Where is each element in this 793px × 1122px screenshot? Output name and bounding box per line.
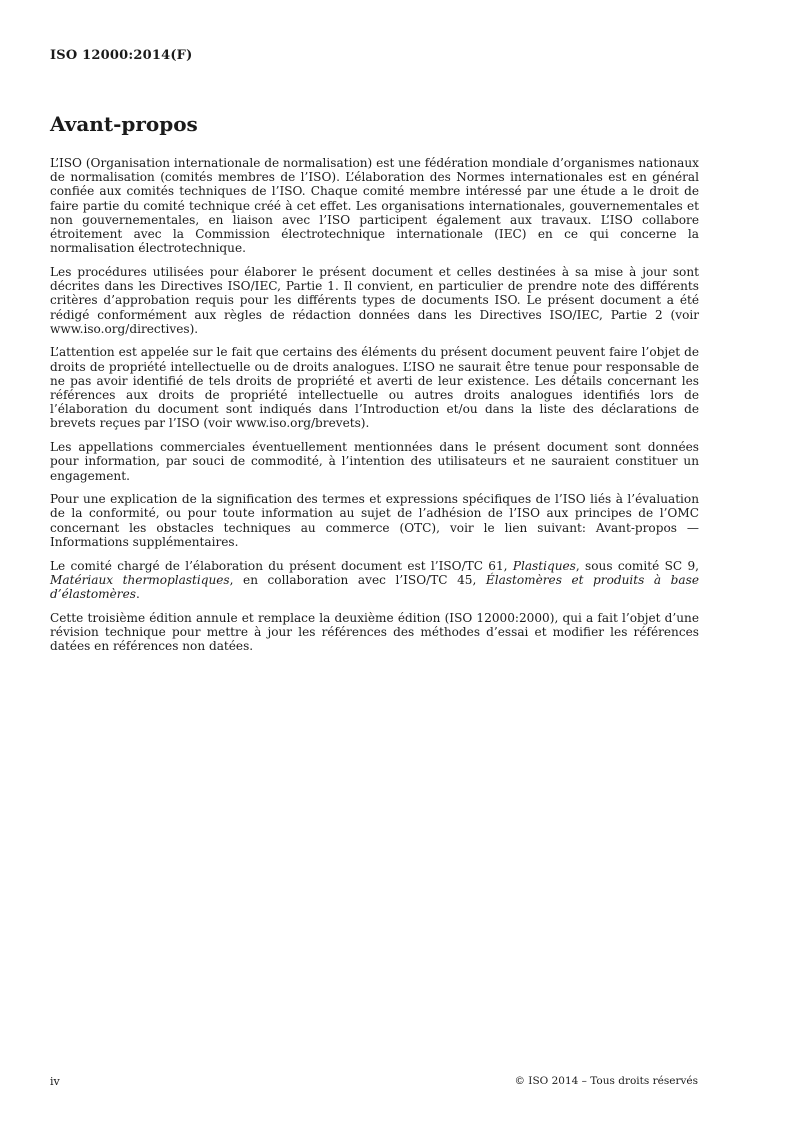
paragraph-procedures: Les procédures utilisées pour élaborer le présent document et celles destinées à sa mise à jour sont décrites dans les Directives ISO/IEC, Partie 1. Il convient, en particulier de prendre note des différents critères d’approbation requis pour les différents types de documents ISO. Le présent document a été rédigé conformément aux règles de rédaction données dans les Directives ISO/IEC, Partie 2 (voir www.iso.org/directives). [50,264,699,336]
foreword-body [50,156,699,663]
committee-tc45-name: Élastomères et produits à base d’élastomères [50,572,699,601]
committee-text-1: Le comité chargé de l’élaboration du présent document est l’ISO/TC 61, [50,558,513,573]
paragraph-edition: Cette troisième édition annule et remplace la deuxième édition (ISO 12000:2000), qui a fait l’objet d’une révision technique pour mettre à jour les références des méthodes d’essai et modifier les références datées en références non datées. [50,610,699,654]
paragraph-patents: L’attention est appelée sur le fait que certains des éléments du présent document peuvent faire l’objet de droits de propriété intellectuelle ou de droits analogues. L’ISO ne saurait être tenue pour responsable de ne pas avoir identifié de tels droits de propriété et averti de leur existence. Les détails concernant les références aux droits de propriété intellectuelle ou autres droits analogues identifiés lors de l’élaboration du document sont indiqués dans l’Introduction et/ou dans la liste des déclarations de brevets reçues par l’ISO (voir www.iso.org/brevets). [50,345,699,431]
copyright-notice: © ISO 2014 – Tous droits réservés [514,1075,698,1087]
paragraph-committee [50,559,699,602]
committee-sc-name: Matériaux thermoplastiques [50,572,230,587]
page-header: ISO 12000:2014(F) [50,48,193,63]
committee-text-3: , en collaboration avec l’ISO/TC 45, [229,572,486,587]
page-title: Avant-propos [50,112,198,136]
committee-tc-name: Plastiques [512,558,576,573]
paragraph-trade-names: Les appellations commerciales éventuellement mentionnées dans le présent document sont données pour information, par souci de commodité, à l’intention des utilisateurs et ne sauraient constituer un engagement. [50,440,699,483]
page-number: iv [50,1075,60,1088]
committee-text-2: , sous comité SC 9, [575,558,699,573]
committee-text-4: . [135,586,140,601]
paragraph-conformity: Pour une explication de la signification des termes et expressions spécifiques de l’ISO liés à l’évaluation de la conformité, ou pour toute information au sujet de l’adhésion de l’ISO aux principes de l’OMC concernant les obstacles techniques au commerce (OTC), voir le lien suivant: Avant-propos — Informations supplémentaires. [50,492,699,549]
paragraph-iso-intro: L’ISO (Organisation internationale de normalisation) est une fédération mondiale d’organismes nationaux de normalisation (comités membres de l’ISO). L’élaboration des Normes internationales est en général confiée aux comités techniques de l’ISO. Chaque comité membre intéressé par une étude a le droit de faire partie du comité technique créé à cet effet. Les organisations internationales, gouvernementales et non gouvernementales, en liaison avec l’ISO participent également aux travaux. L’ISO collabore étroitement avec la Commission électrotechnique internationale (IEC) en ce qui concerne la normalisation électrotechnique. [50,156,699,256]
